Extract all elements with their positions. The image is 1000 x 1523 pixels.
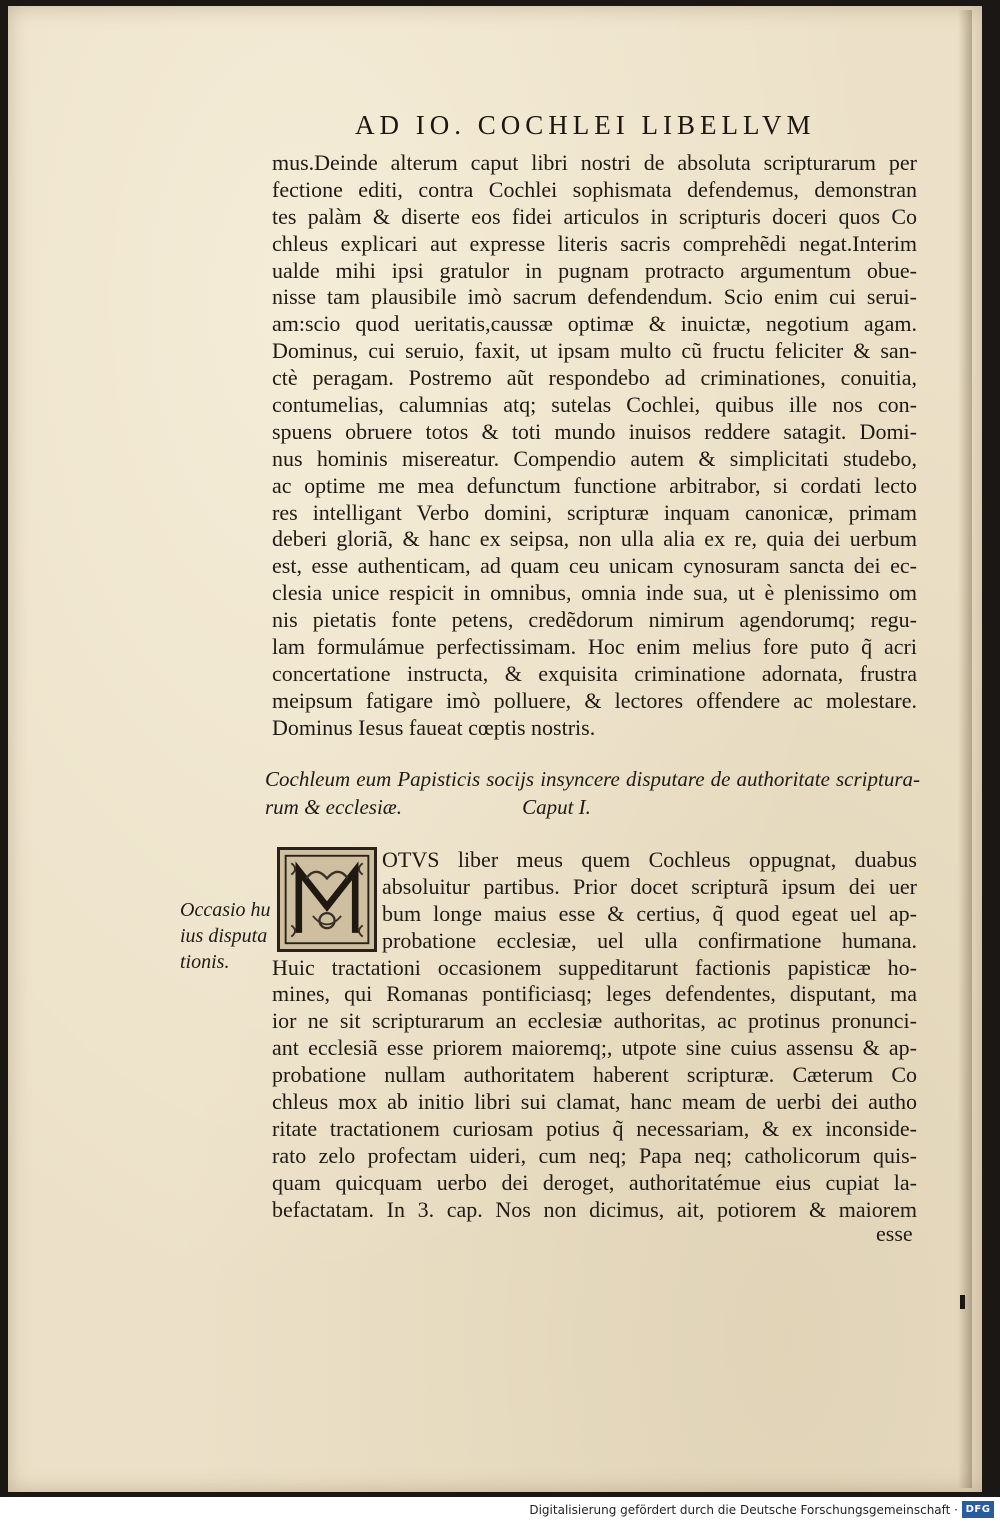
text-line: OTVS liber meus quem Cochleus oppugnat, duabus xyxy=(382,847,917,872)
text-line: ritate tractationem curiosam potius q̃ necessariam, & ex inconside- xyxy=(272,1115,917,1141)
body-text-top xyxy=(272,150,917,742)
text-line: Dominus Iesus faueat cœptis nostris. xyxy=(272,714,596,740)
text-line: chleus mox ab initio libri sui clamat, hanc meam de uerbi dei autho xyxy=(272,1089,917,1115)
marginal-note-line: Occasio hu xyxy=(180,899,271,921)
text-line: ctè peragam. Postremo aũt respondebo ad criminationes, conuitia, xyxy=(272,365,917,391)
text-line: fectione editi, contra Cochlei sophismata defendemus, demonstran xyxy=(272,176,917,202)
text-line: nis pietatis fonte petens, credẽdorum nimirum agendorumq; regu- xyxy=(272,607,917,633)
text-line: spuens obruere totos & toti mundo inuisos reddere satagit. Domi- xyxy=(272,418,917,444)
text-line: probatione nullam authoritatem haberent scripturæ. Cæterum Co xyxy=(272,1062,917,1088)
text-line: meipsum fatigare imò polluere, & lectores offendere ac molestare. xyxy=(272,687,917,713)
text-line: nisse tam plausibile imò sacrum defendendum. Scio enim cui serui- xyxy=(272,284,917,310)
text-line: ualde mihi ipsi gratulor in pugnam protracto argumentum obue- xyxy=(272,257,917,283)
digitization-footer xyxy=(0,1497,1000,1523)
body-text-bottom xyxy=(272,847,917,1223)
marginal-note-line: ius disputa xyxy=(180,925,268,947)
text-line: Dominus, cui seruio, faxit, ut ipsam multo cũ fructu feliciter & san- xyxy=(272,338,917,364)
running-head: AD IO. COCHLEI LIBELLVM xyxy=(355,110,816,140)
text-line: ant ecclesiã esse priorem maioremq;, utpote sine cuius assensu & ap- xyxy=(272,1035,917,1061)
chapter-heading xyxy=(265,765,920,821)
text-line: clesia unice respicit in omnibus, omnia inde sua, ut è plenissimo om xyxy=(272,580,917,606)
scan-edge-mark xyxy=(960,1295,965,1309)
text-line: absoluitur partibus. Prior docet scripturã ipsum dei uer xyxy=(382,873,917,899)
chapter-number: Caput I. xyxy=(522,795,591,819)
text-line: quam quicquam uerbo dei deroget, authoritatémue eius cupiat la- xyxy=(272,1169,917,1195)
funding-notice: Digitalisierung gefördert durch die Deutsche Forschungsgemeinschaft · xyxy=(529,1503,958,1517)
marginal-note-line: tionis. xyxy=(180,951,230,973)
page-edge-shadow xyxy=(958,10,972,1488)
text-line: Huic tractationi occasionem suppeditarunt factionis papisticæ ho- xyxy=(272,954,917,980)
text-line: chleus explicari aut expresse literis sacris comprehẽdi negat.Interim xyxy=(272,230,917,256)
text-line: ac optime me mea defunctum functione arbitrabor, si cordati lecto xyxy=(272,472,917,498)
text-line: probatione ecclesiæ, uel ulla confirmatione humana. xyxy=(382,927,917,953)
catchword: esse xyxy=(876,1221,913,1246)
marginal-note xyxy=(180,897,270,975)
text-line: concertatione instructa, & exquisita criminatione adornata, frustra xyxy=(272,660,917,686)
text-line: contumelias, calumnias atq; sutelas Cochlei, quibus ille nos con- xyxy=(272,392,917,418)
text-line: am:scio quod ueritatis,caussæ optimæ & inuictæ, negotium agam. xyxy=(272,311,917,337)
text-line: tes palàm & diserte eos fidei articulos in scripturis doceri quos Co xyxy=(272,203,917,229)
text-line: ior ne sit scripturarum an ecclesiæ authoritas, ac protinus pronunci- xyxy=(272,1008,917,1034)
chapter-heading-line: Cochleum eum Papisticis socijs insyncere disputare de authoritate scriptura- xyxy=(265,767,920,791)
text-line: deberi gloriã, & hanc ex seipsa, non ulla alia ex re, quia dei uerbum xyxy=(272,526,917,552)
dfg-logo-icon: DFG xyxy=(962,1501,994,1518)
text-line: befactatam. In 3. cap. Nos non dicimus, ait, potiorem & maiorem xyxy=(272,1196,917,1222)
chapter-heading-line-2: rum & ecclesiæ. xyxy=(265,795,403,819)
text-line: bum longe maius esse & certius, q̃ quod egeat uel ap- xyxy=(382,900,917,926)
chapter-heading-line xyxy=(265,793,920,821)
text-line: rato zelo profectam uideri, cum neq; Papa neq; catholicorum quis- xyxy=(272,1142,917,1168)
text-line: mines, qui Romanas pontificiasq; leges defendentes, disputant, ma xyxy=(272,981,917,1007)
text-line: mus.Deinde alterum caput libri nostri de absoluta scripturarum per xyxy=(272,150,917,175)
text-line: res intelligant Verbo domini, scripturæ inquam canonicæ, primam xyxy=(272,499,917,525)
text-line: est, esse authenticam, ad quam ceu unicam cynosuram sancta dei ec- xyxy=(272,553,917,579)
text-line: lam formulámue perfectissimam. Hoc enim melius fore puto q̃ acri xyxy=(272,634,917,660)
text-line: nus hominis misereatur. Compendio autem & simplicitati studebo, xyxy=(272,445,917,471)
